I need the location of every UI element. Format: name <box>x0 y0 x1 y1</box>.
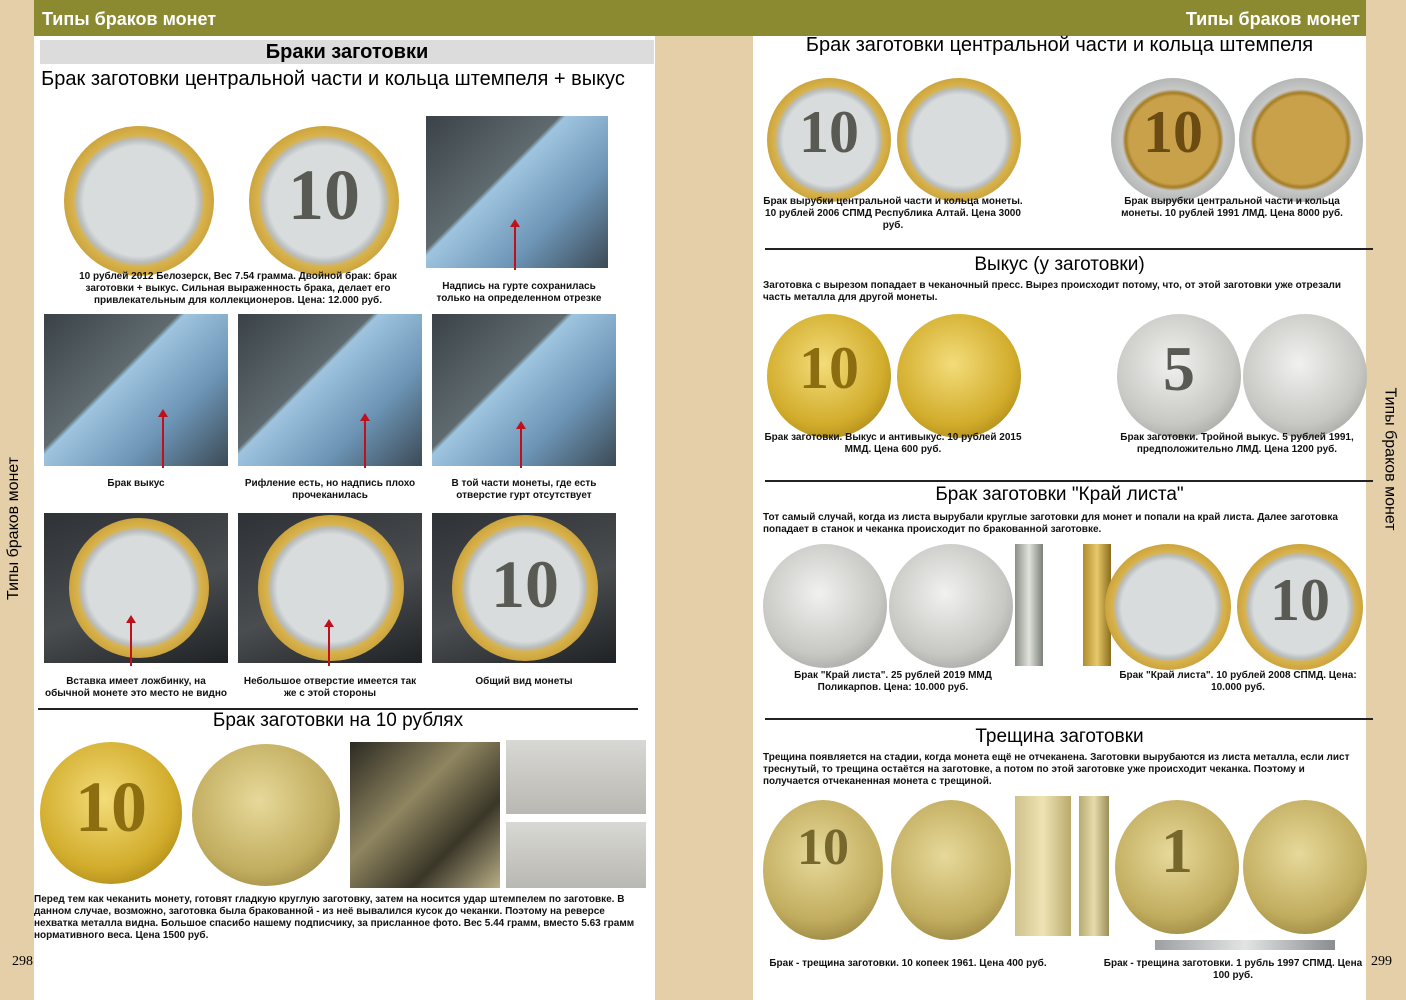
coin-priozersk-reverse <box>1105 544 1231 670</box>
photo-10-kop-edge <box>1079 796 1109 936</box>
divider <box>765 718 1373 720</box>
coin-denomination: 10 <box>799 99 859 165</box>
caption-hole: В той части монеты, где есть отверстие гурт отсутствует <box>451 478 597 501</box>
coin-belozersk-reverse <box>64 126 214 276</box>
photo-edge-closeup-1 <box>506 740 646 814</box>
coin-10-rub-obverse <box>192 744 340 886</box>
coin-denomination: 10 <box>288 155 360 235</box>
caption-general: Общий вид монеты <box>475 676 573 687</box>
coin-10-rub-reverse <box>40 742 182 884</box>
caption-edge: Надпись на гурте сохранилась только на определенном отрезке <box>436 281 602 304</box>
photo-small-hole <box>238 513 422 663</box>
coin-1-rub-obverse <box>1243 800 1367 934</box>
coin-5-rub-reverse <box>1117 314 1241 438</box>
coin-denomination: 10 <box>491 546 559 622</box>
coin-2015-reverse <box>767 314 891 438</box>
coin-2015-obverse <box>897 314 1021 438</box>
red-arrow <box>514 226 516 270</box>
coin-denomination: 1 <box>1161 815 1193 886</box>
paragraph-sheet-edge: Тот самый случай, когда из листа вырубали круглые заготовки для монет и попали на край листа. Далее заготовка попадает в станок и чеканка происходит по бракованной заготовке. <box>763 512 1338 535</box>
coin-altai-reverse <box>767 78 891 202</box>
photo-edge-inscription <box>426 116 608 268</box>
right-sheet <box>753 36 1366 1000</box>
paragraph-gouge: Заготовка с вырезом попадает в чеканочный пресс. Вырез происходит потому, что, от этой заготовки уже отрезали часть металла для другой монеты. <box>763 280 1342 303</box>
coin-denomination: 10 <box>797 819 849 876</box>
photo-edge-hole <box>432 314 616 466</box>
section-banner: Браки заготовки <box>40 40 654 64</box>
coin-general <box>452 515 598 661</box>
coin-25-rub-reverse <box>763 544 887 668</box>
coin-tilted <box>69 518 209 658</box>
coin-denomination: 10 <box>1270 567 1330 633</box>
page-number-right: 299 <box>1371 954 1392 969</box>
caption-1-rub: Брак - трещина заготовки. 1 рубль 1997 СПМД. Цена 100 руб. <box>1103 958 1363 981</box>
heading-blank-ring: Брак заготовки центральной части и кольца штемпеля <box>805 34 1314 56</box>
coin-priozersk-obverse <box>1237 544 1363 670</box>
caption-1991: Брак вырубки центральной части и кольца монеты. 10 рублей 1991 ЛМД. Цена 8000 руб. <box>1121 196 1343 219</box>
caption-5-rub: Брак заготовки. Тройной выкус. 5 рублей 1991, предположительно ЛМД. Цена 1200 руб. <box>1120 432 1354 455</box>
coin-1991-obverse <box>1239 78 1363 202</box>
caption-10-rub-2008: Брак "Край листа". 10 рублей 2008 СПМД. Цена: 10.000 руб. <box>1119 670 1357 693</box>
coin-5-rub-obverse <box>1243 314 1367 438</box>
caption-reeding: Рифление есть, но надпись плохо прочеканилась <box>244 478 416 501</box>
photo-edge-gouge <box>44 314 228 466</box>
coin-denomination: 5 <box>1163 333 1195 404</box>
page-number-left: 298 <box>12 954 33 969</box>
coin-belozersk-obverse <box>249 126 399 276</box>
caption-altai: Брак вырубки центральной части и кольца монеты. 10 рублей 2006 СПМД Республика Алтай. Цена 3000 руб. <box>763 196 1023 231</box>
caption-25-rub: Брак "Край листа". 25 рублей 2019 ММД Поликарпов. Цена: 10.000 руб. <box>794 670 992 693</box>
header-bar-right <box>703 0 1366 36</box>
coin-1991-reverse <box>1111 78 1235 202</box>
paragraph-10-rubles: Перед тем как чеканить монету, готовят гладкую круглую заготовку, затем на носится удар штемпелем по заготовке. В данном случае, возможно, заготовка была бракованной - из неё вывалился кусок до чеканки. Поэтому на реверсе нехватка металла видна. Большое спасибо нашему подписчику, за присланное фото. Вес 5.44 грамм, вместо 5.63 грамм нормативного веса. Цена 1500 руб. <box>34 894 635 941</box>
side-title-right: Типы браков монет <box>1381 387 1399 531</box>
coin-10-kop-reverse <box>763 800 883 940</box>
photo-25-rub-edge <box>1015 544 1043 666</box>
caption-insert: Вставка имеет ложбинку, на обычной монете это место не видно <box>44 676 228 699</box>
red-arrow <box>364 420 366 468</box>
caption-10-kop: Брак - трещина заготовки. 10 копеек 1961. Цена 400 руб. <box>769 958 1047 969</box>
photo-edge-reeding <box>238 314 422 466</box>
red-arrow <box>162 416 164 468</box>
heading-10-rubles: Брак заготовки на 10 рублях <box>212 710 464 731</box>
coin-altai-obverse <box>897 78 1021 202</box>
header-title-left: Типы браков монет <box>42 9 217 29</box>
side-title-left: Типы браков монет <box>5 456 22 600</box>
heading-blank-ring-gouge: Брак заготовки центральной части и кольца штемпеля + выкус <box>41 68 625 90</box>
coin-denomination: 10 <box>75 767 147 847</box>
right-page <box>703 0 1406 1000</box>
heading-gouge: Выкус (у заготовки) <box>974 254 1145 275</box>
header-title-right: Типы браков монет <box>1185 9 1360 29</box>
coin-belozersk-hole <box>258 515 404 661</box>
photo-missing-metal <box>350 742 500 888</box>
divider <box>765 248 1373 250</box>
coin-denomination: 10 <box>1143 99 1203 165</box>
red-arrow <box>328 626 330 666</box>
divider <box>765 480 1373 482</box>
photo-1-rub-edge <box>1155 940 1335 950</box>
red-arrow <box>520 428 522 468</box>
header-bar-left <box>34 0 703 36</box>
paragraph-crack: Трещина появляется на стадии, когда монета ещё не отчеканена. Заготовки вырубаются из листа металла, если лист треснутый, то трещина остаётся на заготовке, а потом по этой заготовке уже происходит чеканка. Поэтому и получается отчеканенная монета с трещиной. <box>763 752 1350 787</box>
photo-insert-groove <box>44 513 228 663</box>
heading-crack: Трещина заготовки <box>975 726 1144 747</box>
red-arrow <box>130 622 132 666</box>
coin-1-rub-reverse <box>1115 800 1239 934</box>
caption-small-hole: Небольшое отверстие имеется так же с этой стороны <box>243 676 417 699</box>
photo-10-kop-closeup <box>1015 796 1071 936</box>
caption-2015: Брак заготовки. Выкус и антивыкус. 10 рублей 2015 ММД. Цена 600 руб. <box>764 432 1022 455</box>
caption-main-coin: 10 рублей 2012 Белозерск, Вес 7.54 грамма. Двойной брак: брак заготовки + выкус. Сильная выраженность брака, делает его привлекательным для коллекционеров. Цена: 12.000 руб. <box>79 271 397 306</box>
coin-10-kop-obverse <box>891 800 1011 940</box>
photo-general-view <box>432 513 616 663</box>
coin-denomination: 10 <box>799 335 859 401</box>
caption-gouge: Брак выкус <box>107 478 165 489</box>
coin-25-rub-obverse <box>889 544 1013 668</box>
photo-edge-closeup-2 <box>506 822 646 888</box>
left-sheet <box>34 36 655 1000</box>
heading-sheet-edge: Брак заготовки "Край листа" <box>935 484 1184 505</box>
